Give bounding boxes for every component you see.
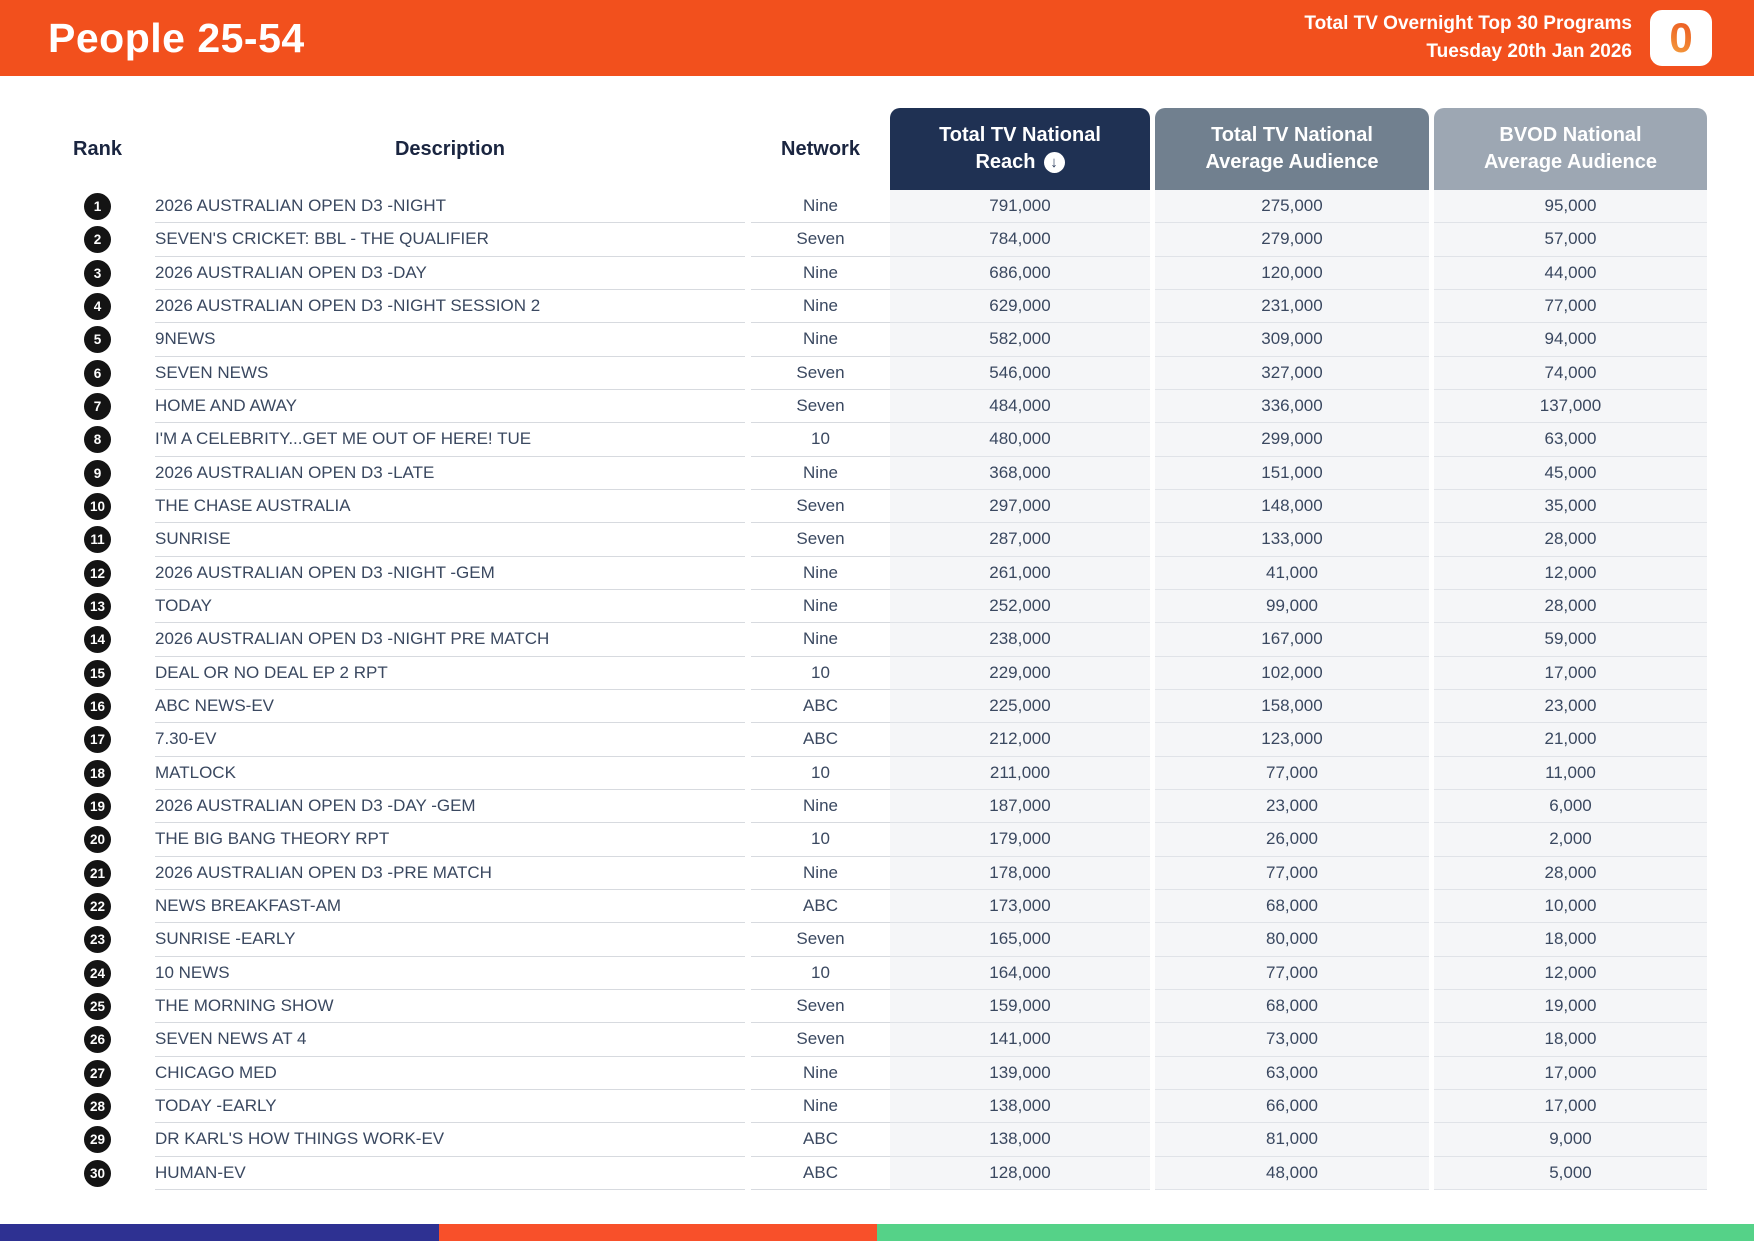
reach-cell: 791,000: [890, 190, 1150, 223]
network-cell: Seven: [751, 490, 890, 523]
rank-badge: 4: [84, 293, 111, 320]
rank-cell: [40, 1023, 155, 1056]
description-cell: ABC NEWS-EV: [155, 690, 745, 723]
network-cell: ABC: [751, 890, 890, 923]
rank-cell: [40, 1090, 155, 1123]
reach-cell: 252,000: [890, 590, 1150, 623]
table-row: [40, 923, 1707, 956]
rank-badge: 3: [84, 260, 111, 287]
rank-badge: 26: [84, 1026, 111, 1053]
network-cell: Seven: [751, 923, 890, 956]
rank-cell: [40, 923, 155, 956]
reach-cell: 229,000: [890, 657, 1150, 690]
bvod-audience-cell: 12,000: [1434, 957, 1707, 990]
description-cell: I'M A CELEBRITY...GET ME OUT OF HERE! TUE: [155, 423, 745, 456]
rank-cell: [40, 790, 155, 823]
network-cell: Seven: [751, 390, 890, 423]
rank-badge: 8: [84, 426, 111, 453]
rank-cell: [40, 690, 155, 723]
reach-cell: 159,000: [890, 990, 1150, 1023]
rank-cell: [40, 523, 155, 556]
avg-audience-cell: 309,000: [1155, 323, 1429, 356]
description-cell: SEVEN NEWS: [155, 357, 745, 390]
avg-audience-cell: 48,000: [1155, 1157, 1429, 1190]
report-meta: [1304, 10, 1632, 65]
rank-column-header: Rank: [73, 137, 122, 160]
avg-audience-cell: 23,000: [1155, 790, 1429, 823]
table-row: [40, 423, 1707, 456]
rank-cell: [40, 623, 155, 656]
avg-audience-cell: 120,000: [1155, 257, 1429, 290]
report-title: Total TV Overnight Top 30 Programs: [1304, 13, 1632, 35]
avg-audience-cell: 336,000: [1155, 390, 1429, 423]
network-cell: Nine: [751, 623, 890, 656]
description-cell: SEVEN NEWS AT 4: [155, 1023, 745, 1056]
table-row: [40, 457, 1707, 490]
report-date: Tuesday 20th Jan 2026: [1426, 41, 1632, 62]
avg-audience-cell: 299,000: [1155, 423, 1429, 456]
rank-badge: 9: [84, 460, 111, 487]
network-cell: Nine: [751, 323, 890, 356]
rank-cell: [40, 990, 155, 1023]
network-cell: Seven: [751, 223, 890, 256]
rank-cell: [40, 823, 155, 856]
bvod-audience-cell: 94,000: [1434, 323, 1707, 356]
rank-cell: [40, 457, 155, 490]
description-cell: 7.30-EV: [155, 723, 745, 756]
table-row: [40, 990, 1707, 1023]
network-cell: Nine: [751, 190, 890, 223]
rank-badge: 15: [84, 660, 111, 687]
reach-cell: 629,000: [890, 290, 1150, 323]
rank-badge: 14: [84, 626, 111, 653]
description-cell: TODAY: [155, 590, 745, 623]
avg-audience-cell: 167,000: [1155, 623, 1429, 656]
avg-audience-cell: 77,000: [1155, 857, 1429, 890]
rank-cell: [40, 757, 155, 790]
description-cell: DEAL OR NO DEAL EP 2 RPT: [155, 657, 745, 690]
avg-audience-cell: 133,000: [1155, 523, 1429, 556]
description-cell: SUNRISE: [155, 523, 745, 556]
bvod-audience-cell: 18,000: [1434, 1023, 1707, 1056]
rank-badge: 17: [84, 726, 111, 753]
avg-audience-cell: 63,000: [1155, 1057, 1429, 1090]
description-cell: HOME AND AWAY: [155, 390, 745, 423]
table-row: [40, 223, 1707, 256]
network-cell: Nine: [751, 557, 890, 590]
reach-cell: 212,000: [890, 723, 1150, 756]
table-row: [40, 490, 1707, 523]
reach-cell: 686,000: [890, 257, 1150, 290]
table-header-row: [40, 108, 1707, 190]
footer-color-bar: [0, 1224, 1754, 1241]
reach-cell: 261,000: [890, 557, 1150, 590]
page-title: People 25-54: [48, 14, 305, 61]
reach-cell: 165,000: [890, 923, 1150, 956]
rank-badge: 7: [84, 393, 111, 420]
bvod-audience-column-header: BVOD National Average Audience: [1434, 108, 1707, 190]
rank-cell: [40, 723, 155, 756]
reach-cell: 238,000: [890, 623, 1150, 656]
bvod-audience-cell: 28,000: [1434, 523, 1707, 556]
rank-cell: [40, 957, 155, 990]
rank-cell: [40, 657, 155, 690]
rank-cell: [40, 590, 155, 623]
table-row: [40, 757, 1707, 790]
table-row: [40, 523, 1707, 556]
rank-badge: 16: [84, 693, 111, 720]
description-cell: CHICAGO MED: [155, 1057, 745, 1090]
network-cell: Nine: [751, 1090, 890, 1123]
table-row: [40, 357, 1707, 390]
description-cell: 2026 AUSTRALIAN OPEN D3 -NIGHT PRE MATCH: [155, 623, 745, 656]
rank-cell: [40, 323, 155, 356]
rank-badge: 22: [84, 893, 111, 920]
description-cell: TODAY -EARLY: [155, 1090, 745, 1123]
table-row: [40, 390, 1707, 423]
rank-badge: 24: [84, 960, 111, 987]
description-cell: 2026 AUSTRALIAN OPEN D3 -PRE MATCH: [155, 857, 745, 890]
reach-cell: 368,000: [890, 457, 1150, 490]
rank-badge: 30: [84, 1160, 111, 1187]
description-cell: DR KARL'S HOW THINGS WORK-EV: [155, 1123, 745, 1156]
reach-column-header[interactable]: Total TV National Reach ↓: [890, 108, 1150, 190]
table-row: [40, 590, 1707, 623]
network-cell: Nine: [751, 857, 890, 890]
network-cell: 10: [751, 657, 890, 690]
bvod-audience-cell: 9,000: [1434, 1123, 1707, 1156]
rank-badge: 29: [84, 1126, 111, 1153]
description-cell: 2026 AUSTRALIAN OPEN D3 -DAY: [155, 257, 745, 290]
rank-badge: 19: [84, 793, 111, 820]
rank-cell: [40, 857, 155, 890]
avg-audience-cell: 68,000: [1155, 990, 1429, 1023]
rank-badge: 2: [84, 226, 111, 253]
reach-cell: 164,000: [890, 957, 1150, 990]
rank-badge: 11: [84, 526, 111, 553]
avg-audience-cell: 26,000: [1155, 823, 1429, 856]
table-row: [40, 1023, 1707, 1056]
sort-descending-icon[interactable]: ↓: [1044, 152, 1065, 173]
description-cell: NEWS BREAKFAST-AM: [155, 890, 745, 923]
description-cell: SEVEN'S CRICKET: BBL - THE QUALIFIER: [155, 223, 745, 256]
bvod-audience-cell: 44,000: [1434, 257, 1707, 290]
network-cell: Nine: [751, 257, 890, 290]
reach-cell: 187,000: [890, 790, 1150, 823]
bvod-audience-cell: 12,000: [1434, 557, 1707, 590]
reach-cell: 297,000: [890, 490, 1150, 523]
footer-orange-segment: [439, 1224, 878, 1241]
avg-audience-cell: 123,000: [1155, 723, 1429, 756]
footer-green-segment: [877, 1224, 1754, 1241]
table-row: [40, 557, 1707, 590]
rank-cell: [40, 1157, 155, 1190]
reach-cell: 141,000: [890, 1023, 1150, 1056]
description-column-header: Description: [394, 137, 506, 160]
rank-badge: 21: [84, 860, 111, 887]
avg-audience-cell: 151,000: [1155, 457, 1429, 490]
description-cell: 9NEWS: [155, 323, 745, 356]
network-cell: Nine: [751, 1057, 890, 1090]
description-cell: 2026 AUSTRALIAN OPEN D3 -NIGHT SESSION 2: [155, 290, 745, 323]
network-cell: ABC: [751, 1123, 890, 1156]
avg-audience-cell: 77,000: [1155, 957, 1429, 990]
bvod-audience-cell: 17,000: [1434, 657, 1707, 690]
description-cell: THE BIG BANG THEORY RPT: [155, 823, 745, 856]
rank-badge: 10: [84, 493, 111, 520]
description-cell: 10 NEWS: [155, 957, 745, 990]
network-cell: Nine: [751, 790, 890, 823]
table-row: [40, 790, 1707, 823]
rank-badge: 5: [84, 326, 111, 353]
avg-audience-cell: 158,000: [1155, 690, 1429, 723]
reach-cell: 582,000: [890, 323, 1150, 356]
bvod-audience-cell: 28,000: [1434, 590, 1707, 623]
avg-audience-column-header: Total TV National Average Audience: [1155, 108, 1429, 190]
avg-audience-cell: 68,000: [1155, 890, 1429, 923]
rank-badge: 25: [84, 993, 111, 1020]
bvod-audience-cell: 23,000: [1434, 690, 1707, 723]
bvod-audience-cell: 59,000: [1434, 623, 1707, 656]
network-cell: Nine: [751, 457, 890, 490]
rank-badge: 20: [84, 826, 111, 853]
reach-cell: 178,000: [890, 857, 1150, 890]
bvod-audience-cell: 5,000: [1434, 1157, 1707, 1190]
bvod-audience-cell: 77,000: [1434, 290, 1707, 323]
table-row: [40, 1157, 1707, 1190]
table-row: [40, 657, 1707, 690]
rank-cell: [40, 390, 155, 423]
rank-cell: [40, 190, 155, 223]
rank-cell: [40, 357, 155, 390]
network-cell: ABC: [751, 690, 890, 723]
table-row: [40, 1123, 1707, 1156]
table-row: [40, 723, 1707, 756]
network-cell: Seven: [751, 357, 890, 390]
avg-audience-cell: 81,000: [1155, 1123, 1429, 1156]
bvod-audience-cell: 28,000: [1434, 857, 1707, 890]
network-cell: ABC: [751, 1157, 890, 1190]
avg-audience-cell: 231,000: [1155, 290, 1429, 323]
rank-badge: 6: [84, 360, 111, 387]
table-row: [40, 323, 1707, 356]
avg-audience-cell: 148,000: [1155, 490, 1429, 523]
reach-cell: 211,000: [890, 757, 1150, 790]
bvod-audience-cell: 35,000: [1434, 490, 1707, 523]
avg-audience-cell: 99,000: [1155, 590, 1429, 623]
rank-badge: 13: [84, 593, 111, 620]
avg-audience-cell: 275,000: [1155, 190, 1429, 223]
description-cell: MATLOCK: [155, 757, 745, 790]
bvod-audience-cell: 10,000: [1434, 890, 1707, 923]
oztam-logo-glyph: 0: [1669, 14, 1693, 61]
avg-audience-cell: 279,000: [1155, 223, 1429, 256]
reach-cell: 480,000: [890, 423, 1150, 456]
reach-cell: 546,000: [890, 357, 1150, 390]
footer-blue-segment: [0, 1224, 439, 1241]
bvod-audience-cell: 137,000: [1434, 390, 1707, 423]
reach-cell: 128,000: [890, 1157, 1150, 1190]
table-row: [40, 257, 1707, 290]
top30-table: [40, 108, 1707, 1190]
network-cell: 10: [751, 423, 890, 456]
rank-cell: [40, 1123, 155, 1156]
network-cell: ABC: [751, 723, 890, 756]
reach-cell: 287,000: [890, 523, 1150, 556]
reach-cell: 784,000: [890, 223, 1150, 256]
rank-cell: [40, 257, 155, 290]
rank-cell: [40, 423, 155, 456]
table-row: [40, 890, 1707, 923]
reach-cell: 225,000: [890, 690, 1150, 723]
avg-audience-cell: 66,000: [1155, 1090, 1429, 1123]
description-cell: 2026 AUSTRALIAN OPEN D3 -NIGHT -GEM: [155, 557, 745, 590]
network-cell: 10: [751, 823, 890, 856]
reach-cell: 179,000: [890, 823, 1150, 856]
rank-cell: [40, 890, 155, 923]
bvod-audience-cell: 18,000: [1434, 923, 1707, 956]
description-cell: THE MORNING SHOW: [155, 990, 745, 1023]
oztam-logo: [1650, 10, 1712, 66]
avg-audience-cell: 77,000: [1155, 757, 1429, 790]
bvod-audience-cell: 17,000: [1434, 1090, 1707, 1123]
table-row: [40, 957, 1707, 990]
rank-badge: 23: [84, 926, 111, 953]
rank-cell: [40, 290, 155, 323]
bvod-audience-cell: 45,000: [1434, 457, 1707, 490]
network-column-header: Network: [781, 137, 860, 160]
description-cell: SUNRISE -EARLY: [155, 923, 745, 956]
bvod-audience-cell: 63,000: [1434, 423, 1707, 456]
table-row: [40, 190, 1707, 223]
bvod-audience-cell: 6,000: [1434, 790, 1707, 823]
reach-cell: 138,000: [890, 1123, 1150, 1156]
bvod-audience-cell: 11,000: [1434, 757, 1707, 790]
network-cell: Seven: [751, 1023, 890, 1056]
rank-badge: 28: [84, 1093, 111, 1120]
reach-cell: 138,000: [890, 1090, 1150, 1123]
table-row: [40, 1057, 1707, 1090]
rank-cell: [40, 223, 155, 256]
reach-cell: 139,000: [890, 1057, 1150, 1090]
network-cell: 10: [751, 957, 890, 990]
table-row: [40, 623, 1707, 656]
network-cell: 10: [751, 757, 890, 790]
description-cell: 2026 AUSTRALIAN OPEN D3 -LATE: [155, 457, 745, 490]
table-row: [40, 857, 1707, 890]
description-cell: 2026 AUSTRALIAN OPEN D3 -DAY -GEM: [155, 790, 745, 823]
table-row: [40, 1090, 1707, 1123]
rank-badge: 1: [84, 193, 111, 220]
reach-cell: 484,000: [890, 390, 1150, 423]
bvod-audience-cell: 57,000: [1434, 223, 1707, 256]
table-row: [40, 290, 1707, 323]
avg-audience-cell: 327,000: [1155, 357, 1429, 390]
avg-audience-cell: 102,000: [1155, 657, 1429, 690]
network-cell: Seven: [751, 990, 890, 1023]
rank-badge: 12: [84, 560, 111, 587]
rank-cell: [40, 1057, 155, 1090]
network-cell: Seven: [751, 523, 890, 556]
bvod-audience-cell: 74,000: [1434, 357, 1707, 390]
top-banner: [0, 0, 1754, 76]
bvod-audience-cell: 95,000: [1434, 190, 1707, 223]
network-cell: Nine: [751, 290, 890, 323]
table-body: [40, 190, 1707, 1190]
banner-right: [1304, 10, 1712, 66]
table-row: [40, 823, 1707, 856]
bvod-audience-cell: 2,000: [1434, 823, 1707, 856]
avg-audience-cell: 80,000: [1155, 923, 1429, 956]
avg-audience-cell: 73,000: [1155, 1023, 1429, 1056]
description-cell: HUMAN-EV: [155, 1157, 745, 1190]
bvod-audience-cell: 17,000: [1434, 1057, 1707, 1090]
reach-cell: 173,000: [890, 890, 1150, 923]
table-row: [40, 690, 1707, 723]
description-cell: THE CHASE AUSTRALIA: [155, 490, 745, 523]
rank-badge: 18: [84, 760, 111, 787]
rank-badge: 27: [84, 1060, 111, 1087]
bvod-audience-cell: 19,000: [1434, 990, 1707, 1023]
bvod-audience-cell: 21,000: [1434, 723, 1707, 756]
rank-cell: [40, 490, 155, 523]
network-cell: Nine: [751, 590, 890, 623]
avg-audience-cell: 41,000: [1155, 557, 1429, 590]
description-cell: 2026 AUSTRALIAN OPEN D3 -NIGHT: [155, 190, 745, 223]
rank-cell: [40, 557, 155, 590]
